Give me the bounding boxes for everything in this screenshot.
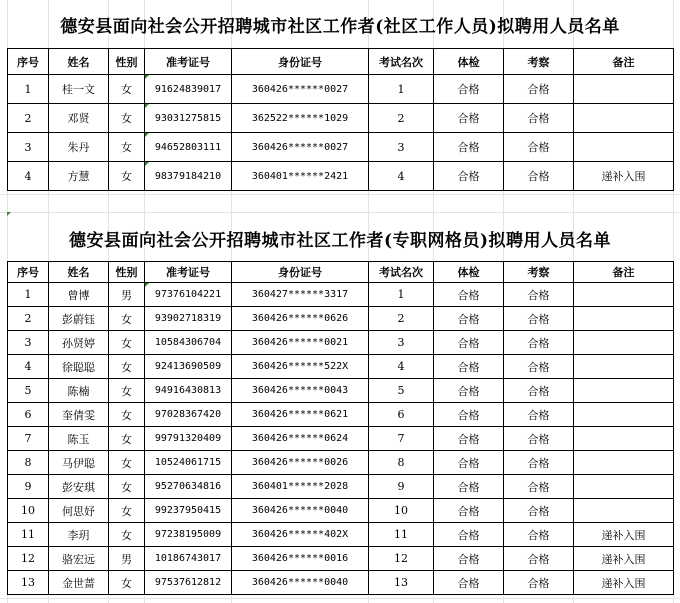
table-cell: 桂一文 [49, 75, 109, 104]
cell-marker-icon [145, 133, 149, 137]
table-cell: 合格 [504, 75, 574, 104]
table-cell: 3 [8, 133, 49, 162]
table-cell: 2 [8, 307, 49, 331]
table-cell: 递补入围 [574, 523, 674, 547]
table-cell: 合格 [434, 104, 504, 133]
table-row [8, 547, 674, 571]
table-cell: 8 [8, 451, 49, 475]
header-cell: 备注 [574, 49, 674, 75]
table-cell [574, 133, 674, 162]
table-cell: 11 [369, 523, 434, 547]
header-cell: 考察 [504, 262, 574, 283]
table-cell: 360426******0624 [232, 427, 369, 451]
table-cell: 10 [369, 499, 434, 523]
table-cell: 7 [8, 427, 49, 451]
table-cell: 1 [8, 75, 49, 104]
table-row [8, 104, 674, 133]
table-cell: 合格 [504, 523, 574, 547]
table-cell: 3 [8, 331, 49, 355]
table-cell: 合格 [504, 451, 574, 475]
table-row [8, 523, 674, 547]
header-cell: 性别 [109, 262, 145, 283]
table-cell: 13 [8, 571, 49, 595]
table-row [8, 283, 674, 307]
table-cell: 5 [8, 379, 49, 403]
header-cell: 身份证号 [232, 49, 369, 75]
table-cell: 女 [109, 475, 145, 499]
table-cell: 女 [109, 104, 145, 133]
table-cell: 合格 [504, 133, 574, 162]
table-cell: 递补入围 [574, 162, 674, 191]
table-row [8, 499, 674, 523]
table-cell: 4 [8, 162, 49, 191]
table-cell: 递补入围 [574, 547, 674, 571]
table-cell: 362522******1029 [232, 104, 369, 133]
table-cell: 99237950415 [145, 499, 232, 523]
table-cell: 360427******3317 [232, 283, 369, 307]
table-cell [574, 331, 674, 355]
table-cell: 合格 [434, 355, 504, 379]
table-row [8, 451, 674, 475]
table-cell: 10186743017 [145, 547, 232, 571]
table-cell: 合格 [504, 499, 574, 523]
table-cell: 99791320409 [145, 427, 232, 451]
table-cell: 李玥 [49, 523, 109, 547]
table-cell: 合格 [434, 331, 504, 355]
cell-marker-icon [145, 104, 149, 108]
table-cell: 94916430813 [145, 379, 232, 403]
table2-body [8, 283, 674, 595]
table-cell: 360426******402X [232, 523, 369, 547]
table-row [8, 571, 674, 595]
table-cell: 97376104221 [145, 283, 232, 307]
table-cell: 合格 [434, 571, 504, 595]
table-cell: 徐聪聪 [49, 355, 109, 379]
header-cell: 序号 [8, 49, 49, 75]
table-cell: 彭安琪 [49, 475, 109, 499]
table-row [8, 162, 674, 191]
table-cell: 曾博 [49, 283, 109, 307]
header-cell: 考察 [504, 49, 574, 75]
table-cell: 方慧 [49, 162, 109, 191]
table-cell: 骆宏远 [49, 547, 109, 571]
table-cell: 递补入围 [574, 571, 674, 595]
header-cell: 身份证号 [232, 262, 369, 283]
table-cell: 合格 [434, 427, 504, 451]
table2-title: 德安县面向社会公开招聘城市社区工作者(专职网格员)拟聘用人员名单 [68, 231, 612, 251]
table-cell: 360426******0621 [232, 403, 369, 427]
table-cell: 91624839017 [145, 75, 232, 104]
table-cell: 女 [109, 571, 145, 595]
header-cell: 考试名次 [369, 49, 434, 75]
table-cell: 合格 [434, 283, 504, 307]
table-cell: 2 [369, 307, 434, 331]
table-cell: 合格 [434, 499, 504, 523]
table-cell: 金世蔷 [49, 571, 109, 595]
table-row [8, 475, 674, 499]
table-cell: 女 [109, 355, 145, 379]
table-cell: 5 [369, 379, 434, 403]
table-cell [574, 427, 674, 451]
table-cell: 8 [369, 451, 434, 475]
table-cell: 合格 [434, 475, 504, 499]
table-cell: 女 [109, 307, 145, 331]
table-cell: 10 [8, 499, 49, 523]
table-row [8, 379, 674, 403]
table-cell: 女 [109, 133, 145, 162]
table-cell: 合格 [434, 307, 504, 331]
cell-marker-icon [7, 212, 11, 216]
table-cell: 97537612812 [145, 571, 232, 595]
table-cell: 95270634816 [145, 475, 232, 499]
table-cell: 合格 [504, 379, 574, 403]
table-cell [574, 355, 674, 379]
table-cell: 彭蔚钰 [49, 307, 109, 331]
table-row [8, 331, 674, 355]
table-cell: 93902718319 [145, 307, 232, 331]
table-cell: 6 [369, 403, 434, 427]
table-cell: 2 [369, 104, 434, 133]
table-cell: 360401******2028 [232, 475, 369, 499]
table-cell: 合格 [434, 162, 504, 191]
table-cell: 何思妤 [49, 499, 109, 523]
table-row [8, 133, 674, 162]
table-cell: 360426******0021 [232, 331, 369, 355]
table-cell: 女 [109, 403, 145, 427]
header-cell: 序号 [8, 262, 49, 283]
header-cell: 姓名 [49, 49, 109, 75]
cell-marker-icon [145, 75, 149, 79]
table-cell: 合格 [504, 104, 574, 133]
table-cell: 9 [369, 475, 434, 499]
table-cell: 合格 [504, 427, 574, 451]
header-cell: 备注 [574, 262, 674, 283]
header-cell: 准考证号 [145, 49, 232, 75]
table2-header-row [8, 262, 674, 283]
header-cell: 体检 [434, 262, 504, 283]
table-cell: 奎倩雯 [49, 403, 109, 427]
table-cell: 男 [109, 547, 145, 571]
table-cell: 合格 [504, 403, 574, 427]
table-cell [574, 75, 674, 104]
table-cell: 合格 [434, 75, 504, 104]
header-cell: 姓名 [49, 262, 109, 283]
table-cell: 合格 [434, 547, 504, 571]
table-cell: 12 [8, 547, 49, 571]
table-row [8, 75, 674, 104]
table-cell [574, 307, 674, 331]
table-row [8, 427, 674, 451]
table-cell: 合格 [504, 307, 574, 331]
table-cell: 98379184210 [145, 162, 232, 191]
table-cell: 女 [109, 162, 145, 191]
table-cell: 360426******522X [232, 355, 369, 379]
table2 [7, 261, 674, 595]
table-row [8, 355, 674, 379]
table-cell: 合格 [504, 475, 574, 499]
grid-line [0, 598, 680, 599]
table1-header-row [8, 49, 674, 75]
table-cell: 13 [369, 571, 434, 595]
table-row [8, 307, 674, 331]
table-cell: 陈楠 [49, 379, 109, 403]
table-cell: 6 [8, 403, 49, 427]
table-cell: 合格 [504, 355, 574, 379]
table-cell: 10524061715 [145, 451, 232, 475]
table-cell: 360426******0040 [232, 499, 369, 523]
table-cell [574, 283, 674, 307]
table-cell: 男 [109, 283, 145, 307]
table-cell: 93031275815 [145, 104, 232, 133]
table-cell [574, 451, 674, 475]
table-cell: 女 [109, 75, 145, 104]
header-cell: 体检 [434, 49, 504, 75]
table-cell: 女 [109, 499, 145, 523]
table-cell: 97238195009 [145, 523, 232, 547]
table-cell: 4 [369, 162, 434, 191]
table-cell: 360401******2421 [232, 162, 369, 191]
table-cell: 合格 [504, 283, 574, 307]
table-cell: 合格 [504, 331, 574, 355]
table-cell [574, 475, 674, 499]
table1-body [8, 75, 674, 191]
table-cell: 合格 [434, 523, 504, 547]
grid-line [0, 194, 680, 195]
table-cell: 12 [369, 547, 434, 571]
table1-title: 德安县面向社会公开招聘城市社区工作者(社区工作人员)拟聘用人员名单 [60, 17, 620, 37]
table-cell: 92413690509 [145, 355, 232, 379]
table-cell: 朱丹 [49, 133, 109, 162]
table-cell: 4 [369, 355, 434, 379]
table-cell: 合格 [434, 379, 504, 403]
table-cell: 94652803111 [145, 133, 232, 162]
table-cell: 女 [109, 331, 145, 355]
table-cell: 1 [369, 75, 434, 104]
table-cell: 360426******0027 [232, 133, 369, 162]
header-cell: 性别 [109, 49, 145, 75]
table-cell: 合格 [504, 571, 574, 595]
cell-marker-icon [145, 162, 149, 166]
table-cell: 11 [8, 523, 49, 547]
cell-marker-icon [145, 283, 149, 287]
table-cell: 360426******0040 [232, 571, 369, 595]
table-cell: 10584306704 [145, 331, 232, 355]
table-cell: 1 [369, 283, 434, 307]
table-cell: 4 [8, 355, 49, 379]
table-cell: 女 [109, 379, 145, 403]
table1 [7, 48, 674, 191]
table-row [8, 403, 674, 427]
table-cell: 360426******0027 [232, 75, 369, 104]
table-cell: 合格 [434, 133, 504, 162]
table-cell [574, 104, 674, 133]
grid-line [0, 212, 680, 213]
header-cell: 准考证号 [145, 262, 232, 283]
table-cell: 2 [8, 104, 49, 133]
table-cell: 女 [109, 427, 145, 451]
table-cell: 合格 [504, 547, 574, 571]
table-cell [574, 403, 674, 427]
table-cell [574, 379, 674, 403]
table-cell: 合格 [434, 403, 504, 427]
table-cell: 孙贤婷 [49, 331, 109, 355]
header-cell: 考试名次 [369, 262, 434, 283]
table-cell: 360426******0026 [232, 451, 369, 475]
table-cell: 97028367420 [145, 403, 232, 427]
table-cell: 陈玉 [49, 427, 109, 451]
table-cell: 360426******0626 [232, 307, 369, 331]
table-cell: 1 [8, 283, 49, 307]
table-cell: 合格 [504, 162, 574, 191]
table-cell: 3 [369, 331, 434, 355]
table-cell: 3 [369, 133, 434, 162]
table-cell: 女 [109, 451, 145, 475]
table-cell: 7 [369, 427, 434, 451]
table-cell [574, 499, 674, 523]
table-cell: 9 [8, 475, 49, 499]
table-cell: 女 [109, 523, 145, 547]
table-cell: 360426******0016 [232, 547, 369, 571]
table-cell: 360426******0043 [232, 379, 369, 403]
table-cell: 邓贤 [49, 104, 109, 133]
table-cell: 马伊聪 [49, 451, 109, 475]
table-cell: 合格 [434, 451, 504, 475]
